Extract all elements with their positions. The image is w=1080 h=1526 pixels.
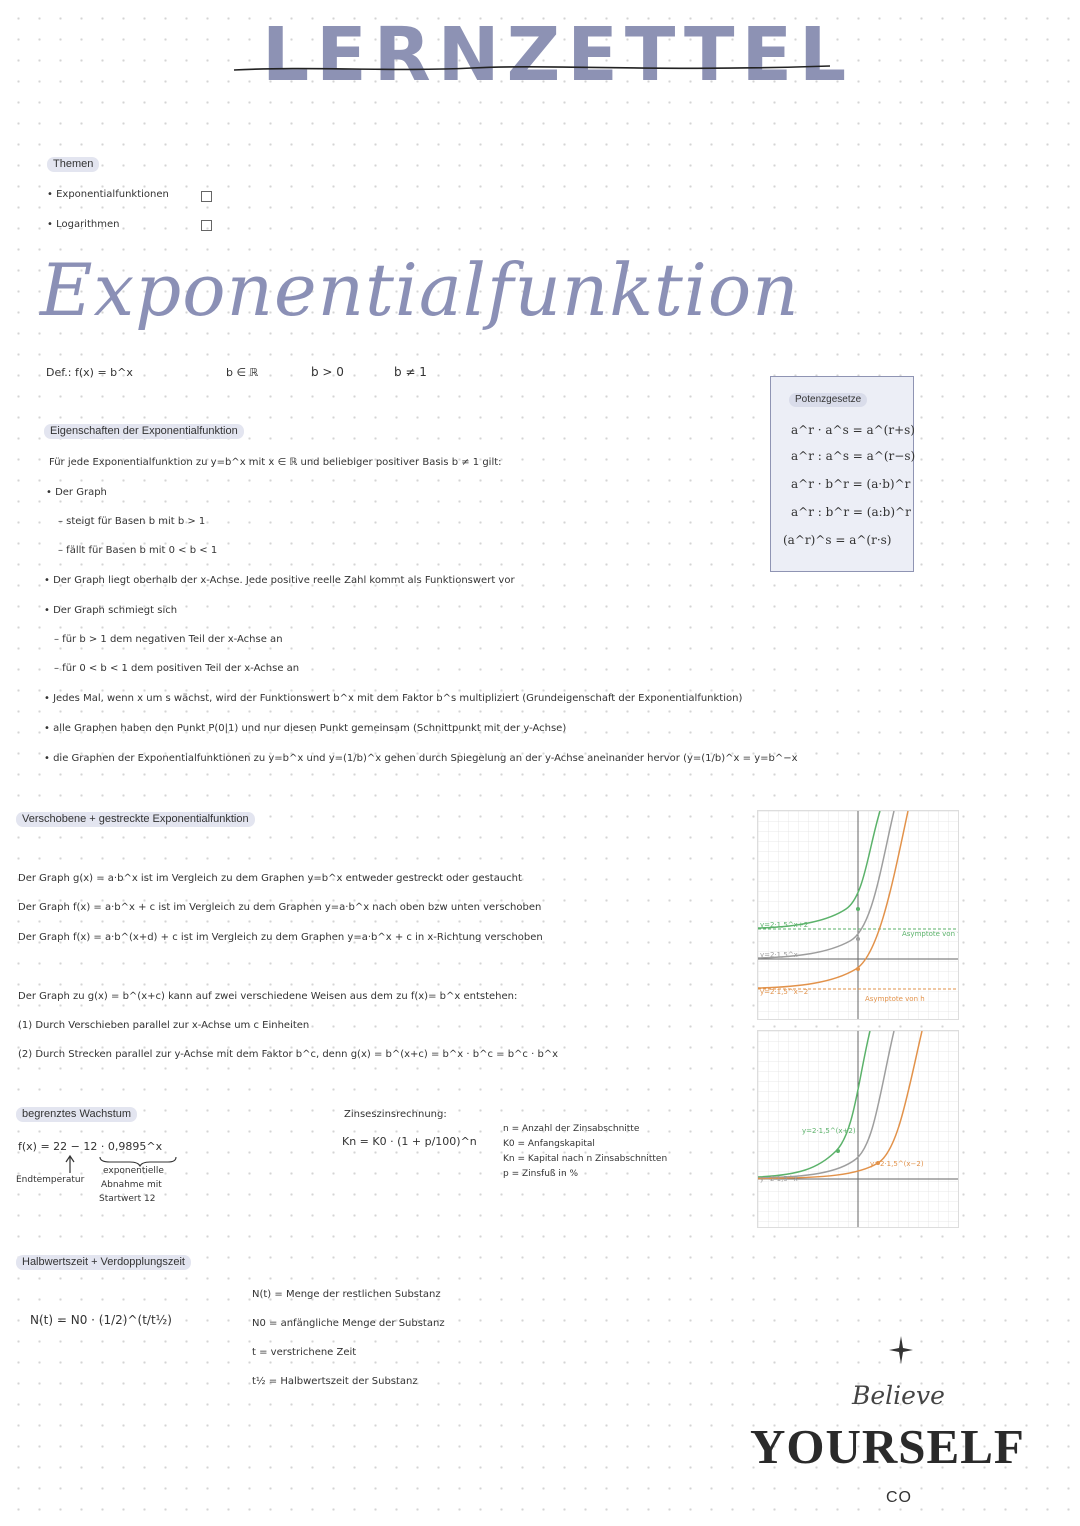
property-line: – fällt für Basen b mit 0 < b < 1 xyxy=(58,545,218,556)
graph2-label-orange: y=2·1,5^(x−2) xyxy=(870,1160,924,1168)
growth-label: begrenztes Wachstum xyxy=(16,1107,137,1122)
definition-cond-positive: b > 0 xyxy=(311,365,344,379)
property-line: • alle Graphen haben den Punkt P(0|1) und nur diesen Punkt gemeinsam (Schnittpunkt mit der y-Achse) xyxy=(44,723,567,734)
topic-item-exponential: • Exponentialfunktionen xyxy=(47,189,169,200)
graph1-asymptote-top: Asymptote von f xyxy=(902,930,958,938)
growth-formula: f(x) = 22 − 12 · 0,9895^x xyxy=(18,1140,163,1153)
shifted-line: (1) Durch Verschieben parallel zur x-Achse um c Einheiten xyxy=(18,1020,310,1031)
shifted-line: Der Graph zu g(x) = b^(x+c) kann auf zwei verschiedene Weisen aus dem zu f(x)= b^x entstehen: xyxy=(18,991,518,1002)
halflife-label: Halbwertszeit + Verdopplungszeit xyxy=(16,1255,191,1270)
graph1-label-green: y=2·1,5^x+2 xyxy=(760,921,809,929)
compound-legend: n = Anzahl der Zinsabschnitte xyxy=(503,1124,640,1134)
graph-vertical-shift xyxy=(757,810,959,1020)
graph2-label-gray: y=2·1,5^x xyxy=(760,1175,798,1183)
halflife-legend: t = verstrichene Zeit xyxy=(252,1347,357,1358)
definition-cond-not-one: b ≠ 1 xyxy=(394,365,427,379)
power-rules-box xyxy=(770,376,914,572)
property-line: – steigt für Basen b mit b > 1 xyxy=(58,516,206,527)
halflife-legend: N(t) = Menge der restlichen Substanz xyxy=(252,1289,441,1300)
property-line: • Jedes Mal, wenn x um s wächst, wird der Funktionswert b^x mit dem Faktor b^s multipliziert (Grundeigenschaft der Exponentialfunktion) xyxy=(44,693,743,704)
footer-believe: Believe xyxy=(852,1381,945,1410)
property-line: • die Graphen der Exponentialfunktionen zu y=b^x und y=(1/b)^x gehen durch Spiegelung an der y-Achse aneinander hervor (y=(1/b)^x = y=b^−x xyxy=(44,753,798,764)
shifted-line: Der Graph f(x) = a·b^(x+d) + c ist im Vergleich zu dem Graphen y=a·b^x + c in x-Richtung verschoben xyxy=(18,932,543,943)
power-rule: a^r : a^s = a^(r−s) xyxy=(791,449,916,463)
halflife-legend: t½ = Halbwertszeit der Substanz xyxy=(252,1376,418,1387)
power-rule: a^r : b^r = (a:b)^r xyxy=(791,505,911,519)
growth-exp-note: exponentielle xyxy=(103,1166,164,1176)
title-underline xyxy=(232,56,832,86)
compound-legend: K0 = Anfangskapital xyxy=(503,1139,595,1149)
halflife-formula: N(t) = N0 · (1/2)^(t/t½) xyxy=(30,1313,172,1327)
property-line: • Der Graph schmiegt sich xyxy=(44,605,178,616)
footer-co: CO xyxy=(886,1489,912,1506)
graph1-asymptote-bottom: Asymptote von h xyxy=(865,995,925,1003)
topic-checkbox-exponential[interactable] xyxy=(201,191,212,202)
compound-legend: p = Zinsfuß in % xyxy=(503,1169,579,1179)
properties-label: Eigenschaften der Exponentialfunktion xyxy=(44,424,244,439)
compound-label: Zinseszinsrechnung: xyxy=(344,1109,447,1120)
property-line: • Der Graph liegt oberhalb der x-Achse. Jede positive reelle Zahl kommt als Funktionswert vor xyxy=(44,575,515,586)
halflife-legend: N0 = anfängliche Menge der Substanz xyxy=(252,1318,445,1329)
shifted-line: Der Graph g(x) = a·b^x ist im Vergleich zu dem Graphen y=b^x entweder gestreckt oder gestaucht xyxy=(18,873,522,884)
shifted-line: Der Graph f(x) = a·b^x + c ist im Vergleich zu dem Graphen y=a·b^x nach oben bzw unten verschoben xyxy=(18,902,542,913)
power-rule: a^r · b^r = (a·b)^r xyxy=(791,477,911,491)
topic-text: Exponentialfunktionen xyxy=(56,189,169,200)
power-rule: (a^r)^s = a^(r·s) xyxy=(783,533,892,547)
property-line: – für b > 1 dem negativen Teil der x-Achse an xyxy=(54,634,283,645)
topic-checkbox-logarithm[interactable] xyxy=(201,220,212,231)
growth-exp-note: Abnahme mit xyxy=(101,1180,162,1190)
definition-formula: Def.: f(x) = b^x xyxy=(46,366,133,379)
shifted-line: (2) Durch Strecken parallel zur y-Achse mit dem Faktor b^c, denn g(x) = b^(x+c) = b^x · b^c = b^c · b^x xyxy=(18,1049,559,1060)
compound-formula: Kn = K0 · (1 + p/100)^n xyxy=(342,1135,477,1148)
section-title: Exponentialfunktion xyxy=(40,248,800,332)
power-rule: a^r · a^s = a^(r+s) xyxy=(791,423,915,437)
graph1-label-gray: y=2·1,5^x xyxy=(760,951,798,959)
property-line: – für 0 < b < 1 dem positiven Teil der x-Achse an xyxy=(54,663,300,674)
growth-end-note: Endtemperatur xyxy=(16,1175,85,1185)
page-title: LERNZETTEL xyxy=(262,12,854,98)
graph-vertical-shift-plot xyxy=(758,811,958,1019)
graph-horizontal-shift-plot xyxy=(758,1031,958,1227)
graph1-label-orange: y=2·1,5^x−2 xyxy=(760,988,809,996)
graph-horizontal-shift xyxy=(757,1030,959,1228)
graph2-label-green: y=2·1,5^(x+2) xyxy=(802,1127,856,1135)
definition-cond-real: b ∈ ℝ xyxy=(226,366,259,379)
property-line: Für jede Exponentialfunktion zu y=b^x mit x ∈ ℝ und beliebiger positiver Basis b ≠ 1 gilt: xyxy=(49,457,502,468)
topics-label: Themen xyxy=(47,157,99,172)
sparkle-icon xyxy=(889,1336,913,1364)
topic-text: Logarithmen xyxy=(56,219,120,230)
footer-yourself: YOURSELF xyxy=(750,1419,1025,1474)
property-line: • Der Graph xyxy=(46,487,107,498)
shifted-label: Verschobene + gestreckte Exponentialfunktion xyxy=(16,812,255,827)
compound-legend: Kn = Kapital nach n Zinsabschnitten xyxy=(503,1154,668,1164)
power-rules-title: Potenzgesetze xyxy=(789,393,867,407)
growth-exp-note: Startwert 12 xyxy=(99,1194,156,1204)
topic-item-logarithm: • Logarithmen xyxy=(47,219,120,230)
